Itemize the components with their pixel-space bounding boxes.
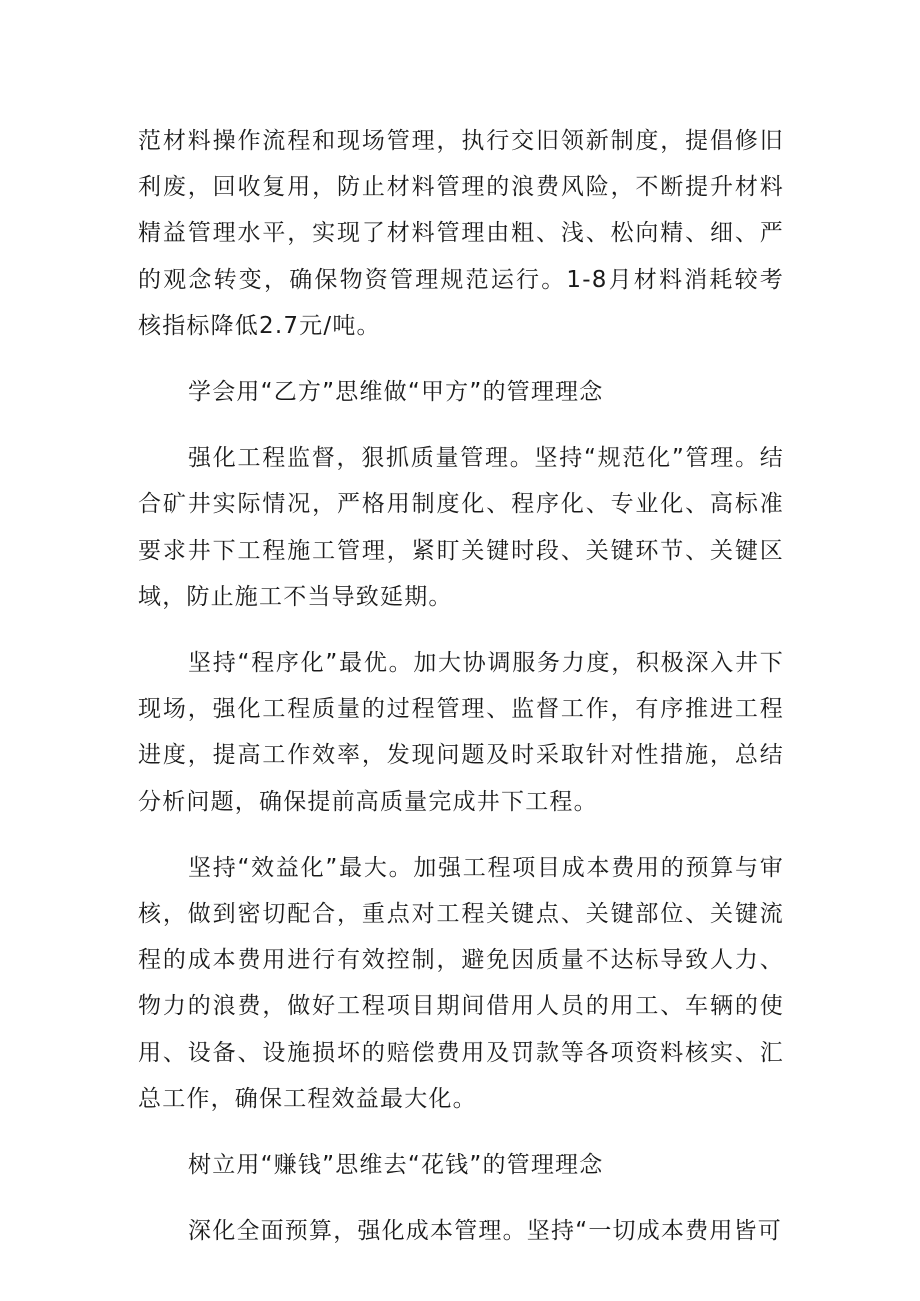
section-heading-party-b-thinking: 学会用“乙方”思维做“甲方”的管理理念 — [188, 379, 604, 406]
paragraph-materials-continuation: 范材料操作流程和现场管理，执行交旧领新制度，提倡修旧利废，回收复用，防止材料管理的浪费风险，不断提升材料精益管理水平，实现了材料管理由粗、浅、松向精、细、严的观念转变，确保物资管理规范运行。1-8月材料消耗较考核指标降低2.7元/吨。 — [138, 128, 784, 339]
paragraph-gap — [138, 620, 784, 640]
paragraph-gap — [138, 1188, 784, 1208]
document-body — [138, 118, 784, 1254]
paragraph-comprehensive-budget: 深化全面预算，强化成本管理。坚持“一切成本费用皆可 — [188, 1218, 782, 1245]
paragraph-procedural-optimization: 坚持“程序化”最优。加大协调服务力度，积极深入井下现场，强化工程质量的过程管理、监督工作，有序推进工程进度，提高工作效率，发现问题及时采取针对性措施，总结分析问题，确保提前高质量完成井下工程。 — [138, 650, 784, 815]
paragraph-gap — [138, 825, 784, 845]
paragraph-engineering-supervision: 强化工程监督，狠抓质量管理。坚持“规范化”管理。结合矿井实际情况，严格用制度化、程序化、专业化、高标准要求井下工程施工管理，紧盯关键时段、关键环节、关键区域，防止施工不当导致延期。 — [138, 445, 784, 610]
paragraph-benefit-maximization: 坚持“效益化”最大。加强工程项目成本费用的预算与审核，做到密切配合，重点对工程关键点、关键部位、关键流程的成本费用进行有效控制，避免因质量不达标导致人力、物力的浪费，做好工程项目期间借用人员的用工、车辆的使用、设备、设施损坏的赔偿费用及罚款等各项资料核实、汇总工作，确保工程效益最大化。 — [138, 854, 784, 1112]
paragraph-gap — [138, 415, 784, 435]
section-heading-earn-money-thinking: 树立用“赚钱”思维去“花钱”的管理理念 — [188, 1152, 604, 1179]
paragraph-gap — [138, 349, 784, 369]
paragraph-gap — [138, 1122, 784, 1142]
